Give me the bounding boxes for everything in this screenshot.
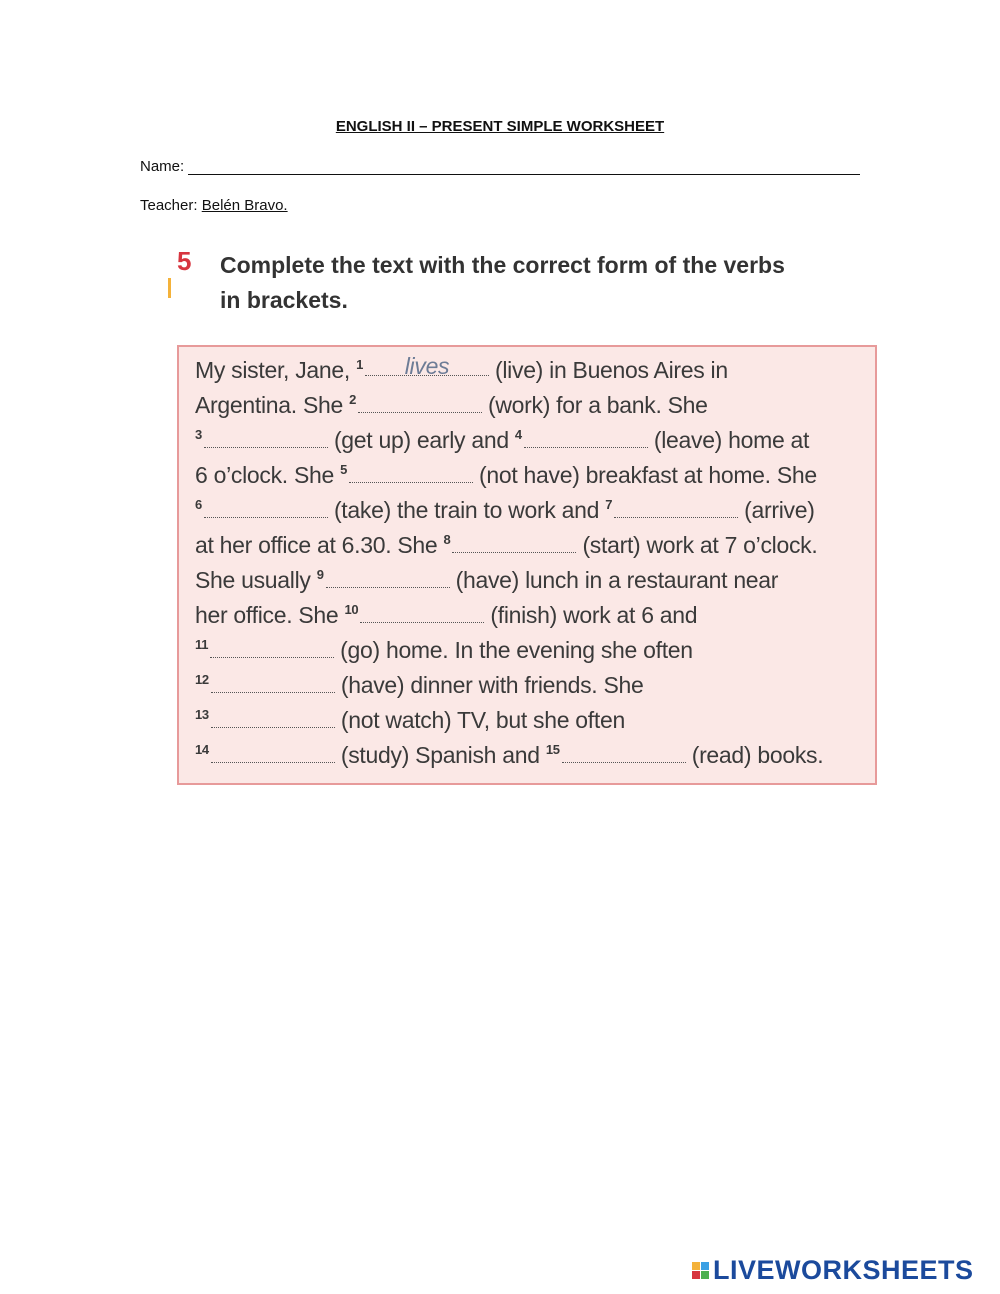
gap-number: 4 — [514, 427, 522, 442]
gap-number: 11 — [195, 637, 209, 652]
gap-number: 5 — [340, 462, 348, 477]
gap-number: 13 — [195, 707, 209, 722]
teacher-label: Teacher: — [140, 197, 198, 214]
gap-number: 10 — [344, 602, 359, 617]
answer-blank[interactable] — [326, 569, 450, 588]
gap-number: 2 — [349, 392, 356, 407]
gap-number: 7 — [605, 497, 613, 512]
logo-text: LIVEWORKSHEETS — [713, 1254, 974, 1285]
answer-blank[interactable] — [211, 709, 335, 728]
answer-blank[interactable] — [211, 674, 335, 693]
name-row — [140, 158, 860, 175]
text-line: 6 o’clock. She $^5$ (not have) breakfast at home. She — [195, 462, 817, 488]
text-line: She usually $^9$ (have) lunch in a restaurant near — [195, 567, 779, 593]
gap-number: 14 — [195, 742, 209, 757]
answer-blank[interactable] — [211, 744, 335, 763]
text-line: My sister, Jane, $^1$ lives (live) in Buenos Aires in — [195, 353, 728, 383]
answer-blank[interactable] — [204, 499, 328, 518]
text-line: $^6$ (take) the train to work and $^7$ (arrive) — [195, 497, 815, 523]
exercise-number: 5 — [177, 246, 192, 276]
text-line: Argentina. She $^2$ (work) for a bank. She — [195, 392, 708, 418]
accent-bar — [168, 278, 171, 298]
text-line: $^{14}$ (study) Spanish and $^{15}$ (read) books. — [195, 742, 824, 768]
answer-blank[interactable] — [524, 429, 648, 448]
answer-blank[interactable] — [349, 464, 473, 483]
text-line: at her office at 6.30. She $^8$ (start) work at 7 o’clock. — [195, 532, 818, 558]
instruction-line-1: Complete the text with the correct form of the verbs — [220, 252, 785, 278]
answer-blank[interactable] — [562, 744, 686, 763]
logo-mark-icon — [692, 1262, 709, 1279]
text-line: $^{11}$ (go) home. In the evening she often — [195, 637, 693, 663]
answer-blank[interactable] — [365, 353, 489, 379]
teacher-row — [140, 197, 288, 214]
text-box — [177, 345, 877, 785]
answer-blank[interactable] — [452, 534, 576, 553]
text-line: $^{13}$ (not watch) TV, but she often — [195, 707, 625, 733]
gap-number: 6 — [195, 497, 202, 512]
worksheet-title: ENGLISH II – PRESENT SIMPLE WORKSHEET — [335, 118, 665, 135]
instruction-line-2: in brackets. — [220, 287, 348, 313]
text-line: $^3$ (get up) early and $^4$ (leave) home at — [195, 427, 810, 453]
exercise-instruction — [220, 248, 870, 318]
teacher-name: Belén Bravo. — [201, 197, 288, 214]
answer-blank[interactable] — [204, 429, 328, 448]
name-label: Name: — [140, 158, 185, 175]
gap-number: 15 — [545, 742, 560, 757]
answer-blank[interactable] — [358, 394, 482, 413]
answer-blank[interactable] — [614, 499, 738, 518]
text-line: $^{12}$ (have) dinner with friends. She — [195, 672, 644, 698]
gap-number: 8 — [443, 532, 451, 547]
gap-number: 3 — [195, 427, 202, 442]
text-line: her office. She $^{10}$ (finish) work at 6 and — [195, 602, 698, 628]
name-field[interactable] — [188, 160, 860, 175]
answer-blank[interactable] — [360, 604, 484, 623]
answer-blank[interactable] — [210, 639, 334, 658]
gap-number: 12 — [195, 672, 209, 687]
liveworksheets-logo — [692, 1256, 974, 1284]
gap-number: 1 — [356, 357, 364, 372]
gap-number: 9 — [316, 567, 324, 582]
example-answer: lives — [404, 353, 450, 379]
